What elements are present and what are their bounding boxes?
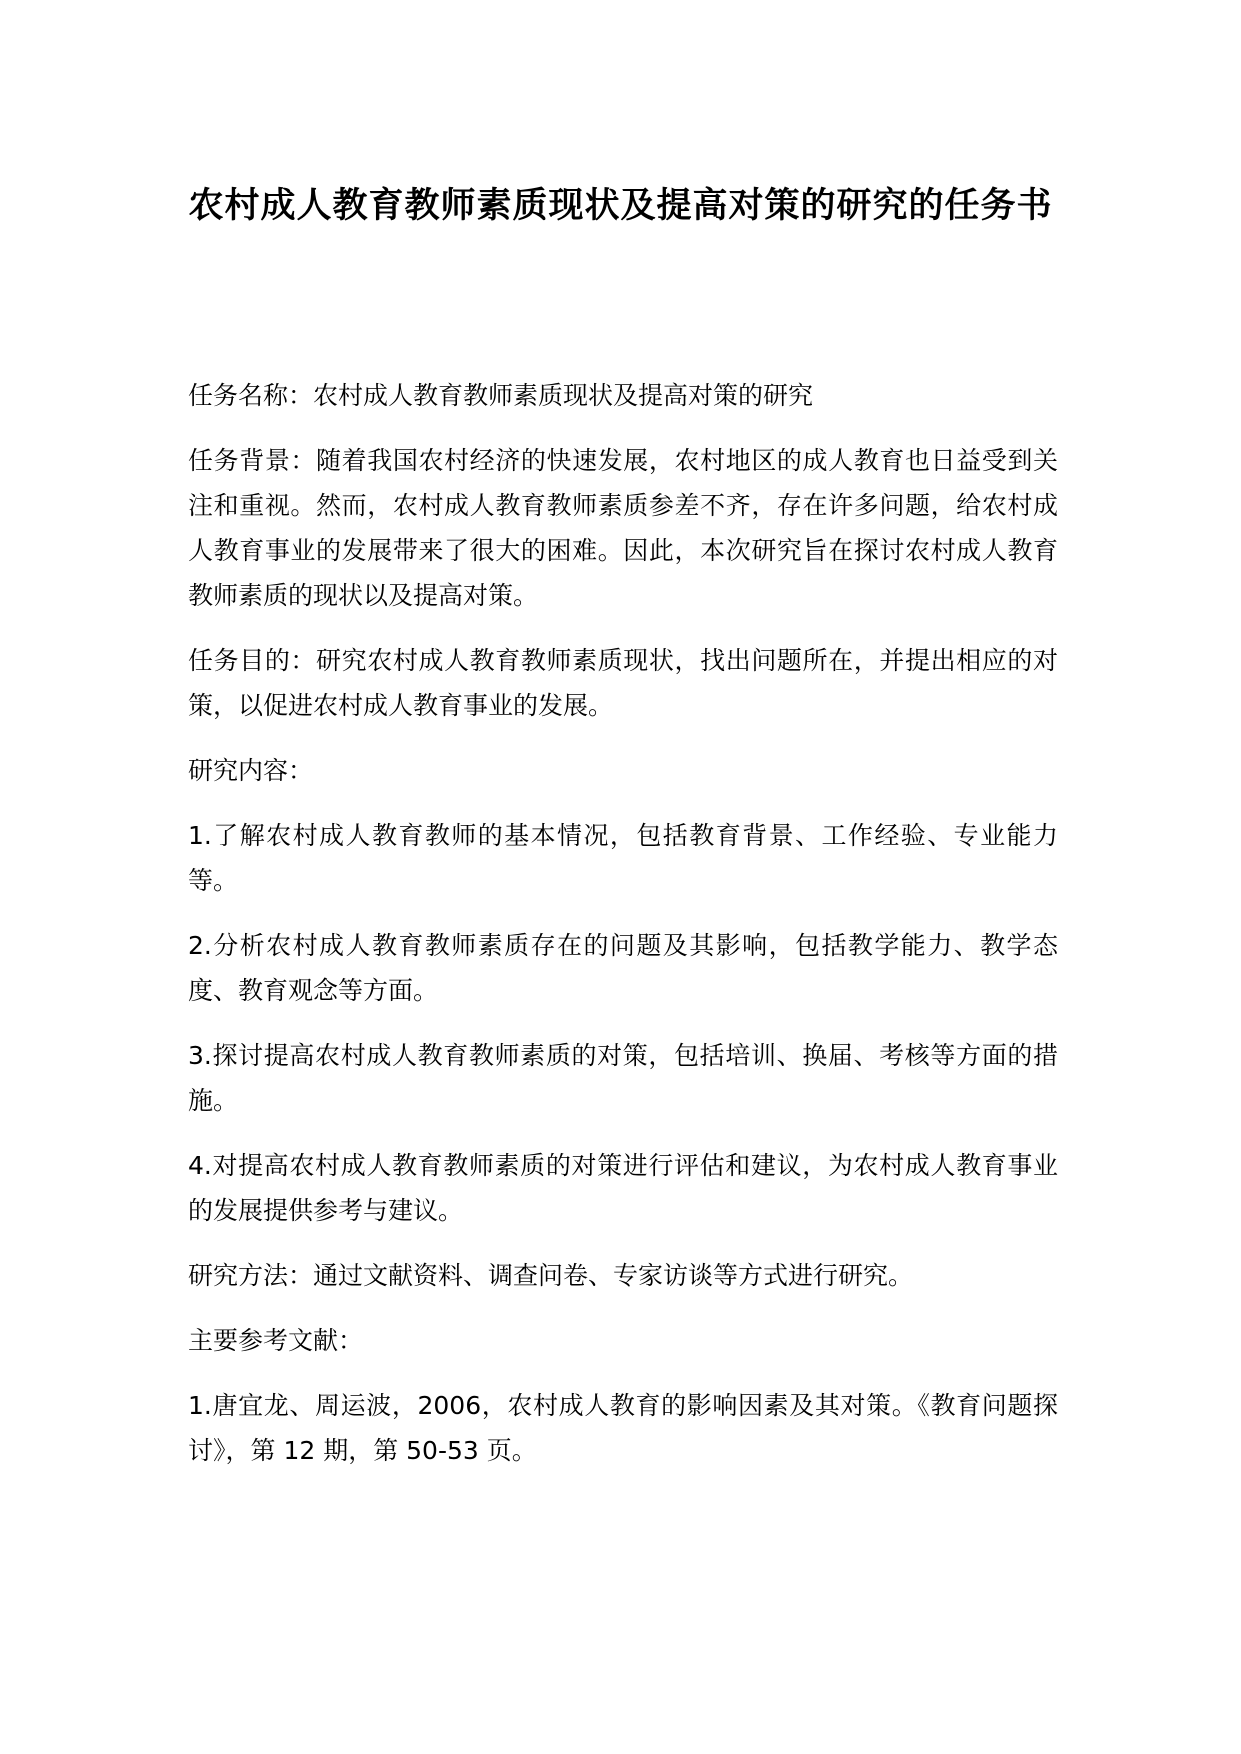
research-method-paragraph: 研究方法：通过文献资料、调查问卷、专家访谈等方式进行研究。	[188, 1261, 914, 1290]
research-content-item-2: 2.分析农村成人教育教师素质存在的问题及其影响，包括教学能力、教学态度、教育观念等方面。	[188, 931, 1058, 1005]
document-body	[188, 373, 1058, 1493]
research-content-heading: 研究内容：	[188, 756, 314, 785]
task-purpose-paragraph: 任务目的：研究农村成人教育教师素质现状，找出问题所在，并提出相应的对策，以促进农村成人教育事业的发展。	[188, 646, 1058, 720]
document-title: 农村成人教育教师素质现状及提高对策的研究的任务书	[188, 186, 1053, 226]
reference-item-1: 1.唐宜龙、周运波，2006，农村成人教育的影响因素及其对策。《教育问题探讨》，第 12 期，第 50-53 页。	[188, 1391, 1058, 1465]
research-content-item-4: 4.对提高农村成人教育教师素质的对策进行评估和建议，为农村成人教育事业的发展提供参考与建议。	[188, 1151, 1058, 1225]
task-name-paragraph: 任务名称：农村成人教育教师素质现状及提高对策的研究	[188, 381, 814, 410]
task-background-paragraph: 任务背景：随着我国农村经济的快速发展，农村地区的成人教育也日益受到关注和重视。然而，农村成人教育教师素质参差不齐，存在许多问题，给农村成人教育事业的发展带来了很大的困难。因此，本次研究旨在探讨农村成人教育教师素质的现状以及提高对策。	[188, 446, 1058, 610]
references-heading: 主要参考文献：	[188, 1326, 364, 1355]
research-content-item-1: 1.了解农村成人教育教师的基本情况，包括教育背景、工作经验、专业能力等。	[188, 821, 1058, 895]
research-content-item-3: 3.探讨提高农村成人教育教师素质的对策，包括培训、换届、考核等方面的措施。	[188, 1041, 1058, 1115]
